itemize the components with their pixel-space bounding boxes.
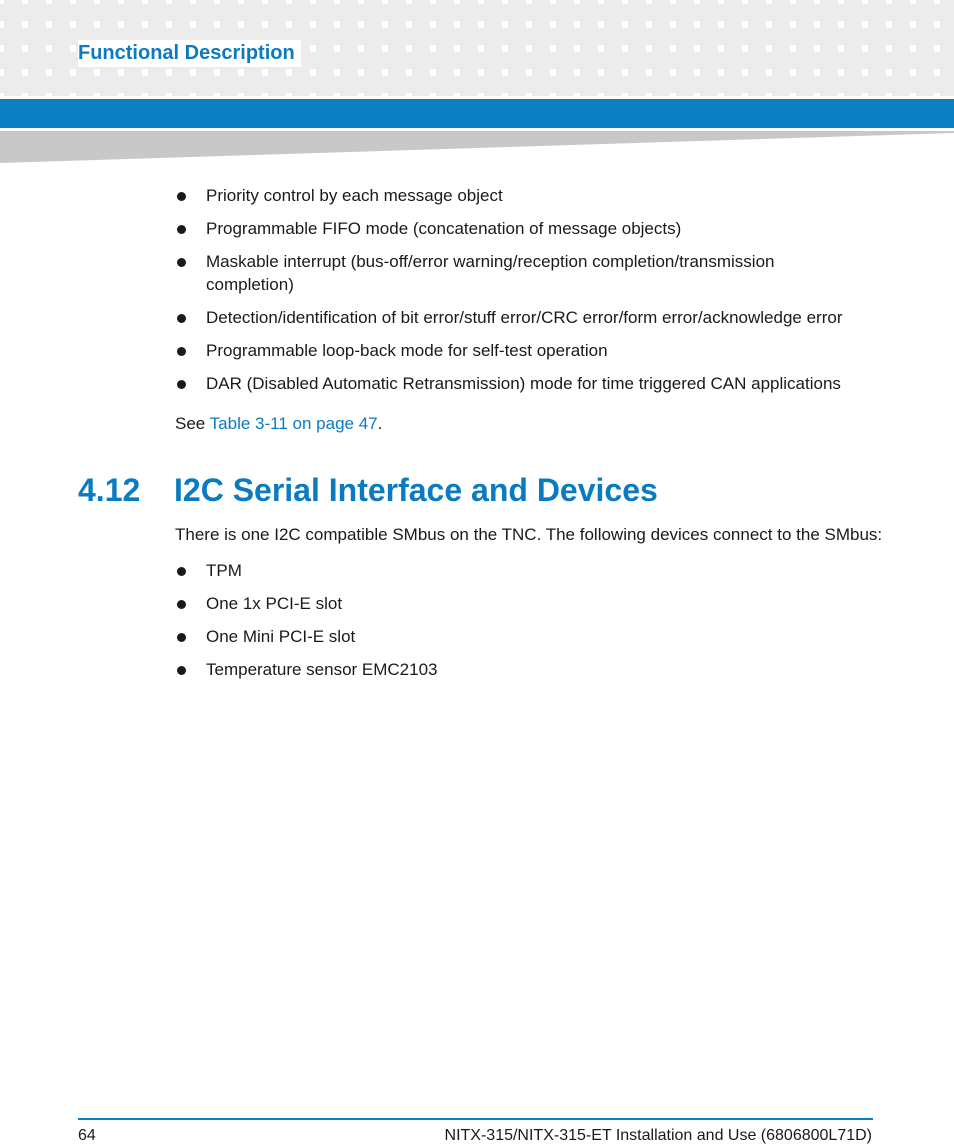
list-item: One 1x PCI-E slot — [175, 592, 875, 615]
running-header-title: Functional Description — [78, 40, 301, 67]
list-item: Detection/identification of bit error/stuff error/CRC error/form error/acknowledge error — [175, 306, 875, 329]
section-title: I2C Serial Interface and Devices — [174, 472, 658, 508]
list-item: Temperature sensor EMC2103 — [175, 658, 875, 681]
bullet-icon — [177, 567, 186, 576]
list-item: TPM — [175, 559, 875, 582]
bullet-icon — [177, 666, 186, 675]
section-intro: There is one I2C compatible SMbus on the TNC. The following devices connect to the SMbus: — [175, 525, 883, 544]
header-gray-wedge — [0, 131, 954, 163]
section-heading — [78, 472, 658, 509]
bullet-icon — [177, 314, 186, 323]
list-item: Maskable interrupt (bus-off/error warning/reception completion/transmission completion) — [175, 250, 875, 296]
list-item: DAR (Disabled Automatic Retransmission) mode for time triggered CAN applications — [175, 372, 875, 395]
page-number: 64 — [78, 1127, 96, 1144]
list-item: One Mini PCI-E slot — [175, 625, 875, 648]
bullet-icon — [177, 347, 186, 356]
section-number: 4.12 — [78, 472, 141, 508]
bullet-icon — [177, 600, 186, 609]
document-title: NITX-315/NITX-315-ET Installation and Use (6806800L71D) — [444, 1127, 872, 1144]
bullet-icon — [177, 633, 186, 642]
header-blue-band — [0, 99, 954, 128]
bullet-icon — [177, 225, 186, 234]
bullet-icon — [177, 192, 186, 201]
footer-divider — [78, 1118, 873, 1120]
list-item: Programmable FIFO mode (concatenation of message objects) — [175, 217, 875, 240]
bullet-icon — [177, 380, 186, 389]
table-reference-link[interactable]: Table 3-11 on page 47 — [209, 414, 378, 433]
device-list — [175, 559, 875, 691]
bullet-icon — [177, 258, 186, 267]
feature-list — [175, 184, 875, 405]
cross-reference-line: See Table 3-11 on page 47. — [175, 414, 383, 433]
list-item: Programmable loop-back mode for self-test operation — [175, 339, 875, 362]
list-item: Priority control by each message object — [175, 184, 875, 207]
